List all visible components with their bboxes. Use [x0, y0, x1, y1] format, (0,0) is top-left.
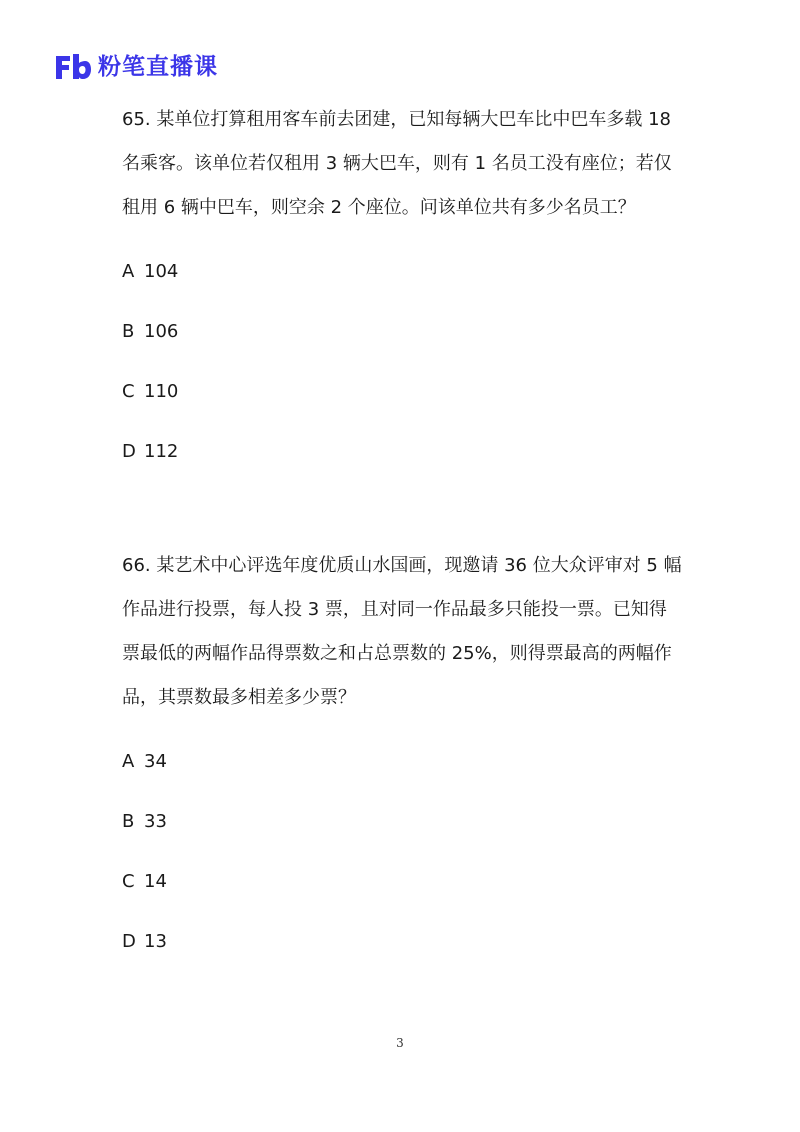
option-b — [122, 302, 682, 362]
option-value: 104 — [144, 261, 179, 282]
option-letter: C — [122, 381, 135, 402]
option-c — [122, 362, 682, 422]
option-value: 13 — [144, 931, 167, 952]
option-value: 106 — [144, 321, 179, 342]
option-letter: B — [122, 321, 135, 342]
question-stem: 66. 某艺术中心评选年度优质山水国画，现邀请 36 位大众评审对 5 幅作品进行投票，每人投 3 票，且对同一作品最多只能投一票。已知得票最低的两幅作品得票数之和占总票数的 25%，则得票最高的两幅作品，其票数最多相差多少票？ — [122, 555, 682, 708]
question-stem: 65. 某单位打算租用客车前去团建，已知每辆大巴车比中巴车多载 18 名乘客。该单位若仅租用 3 辆大巴车，则有 1 名员工没有座位；若仅租用 6 辆中巴车，则空余 2 个座位。问该单位共有多少名员工？ — [122, 109, 672, 218]
option-a — [122, 242, 682, 302]
question-65 — [122, 98, 682, 482]
question-66 — [122, 544, 682, 972]
option-list — [122, 242, 682, 482]
option-value: 34 — [144, 751, 167, 772]
option-value: 112 — [144, 441, 179, 462]
option-value: 33 — [144, 811, 167, 832]
option-letter: A — [122, 261, 135, 282]
option-letter: D — [122, 441, 136, 462]
option-letter: C — [122, 871, 135, 892]
option-letter: A — [122, 751, 135, 772]
option-a — [122, 732, 682, 792]
option-b — [122, 792, 682, 852]
option-letter: D — [122, 931, 136, 952]
option-d — [122, 912, 682, 972]
option-list — [122, 732, 682, 972]
logo-text: 粉笔直播课 — [98, 54, 218, 80]
option-d — [122, 422, 682, 482]
option-value: 14 — [144, 871, 167, 892]
fenbi-logo-icon — [54, 52, 92, 82]
option-value: 110 — [144, 381, 179, 402]
option-c — [122, 852, 682, 912]
header-logo — [54, 50, 218, 84]
page-number: 3 — [396, 1036, 404, 1050]
option-letter: B — [122, 811, 135, 832]
